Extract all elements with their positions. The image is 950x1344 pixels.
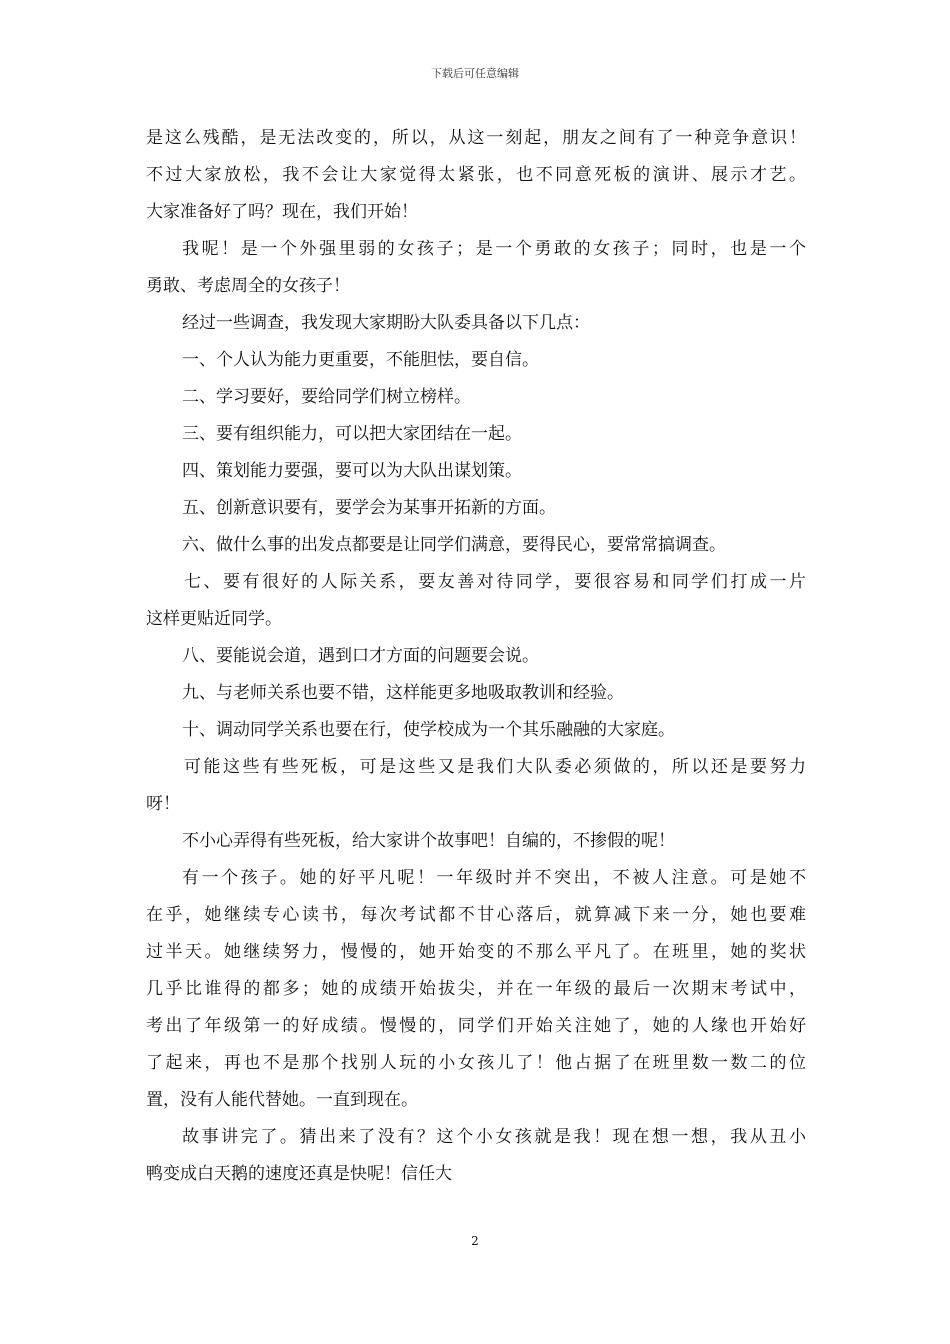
text-line: 几乎比谁得的都多；她的成绩开始拔尖，并在一年级的最后一次期末考试中， (146, 979, 806, 999)
text-line: 一、个人认为能力更重要，不能胆怯，要自信。 (182, 350, 539, 370)
text-line: 八、要能说会道，遇到口才方面的问题要会说。 (182, 646, 539, 666)
text-line: 这样更贴近同学。 (146, 609, 282, 629)
text-line: 呀！ (146, 794, 180, 814)
text-line: 我呢！是一个外强里弱的女孩子；是一个勇敢的女孩子；同时，也是一个 (182, 239, 806, 259)
text-line: 不过大家放松，我不会让大家觉得太紧张，也不同意死板的演讲、展示才艺。 (146, 165, 806, 185)
text-line: 大家准备好了吗？现在，我们开始！ (146, 202, 418, 222)
text-line: 五、创新意识要有，要学会为某事开拓新的方面。 (182, 498, 556, 518)
text-line: 四、策划能力要强，要可以为大队出谋划策。 (182, 461, 522, 481)
text-line: 可能这些有些死板，可是这些又是我们大队委必须做的，所以还是要努力 (184, 757, 806, 777)
text-line: 十、调动同学关系也要在行，使学校成为一个其乐融融的大家庭。 (182, 720, 675, 740)
text-line: 七、要有很好的人际关系，要友善对待同学，要很容易和同学们打成一片 (184, 572, 806, 592)
text-line: 勇敢、考虑周全的女孩子！ (146, 276, 350, 296)
text-line: 在乎，她继续专心读书，每次考试都不甘心落后，就算减下来一分，她也要难 (146, 905, 806, 925)
page-number: 2 (471, 1234, 479, 1248)
text-line: 九、与老师关系也要不错，这样能更多地吸取教训和经验。 (182, 683, 624, 703)
text-line: 三、要有组织能力，可以把大家团结在一起。 (182, 424, 522, 444)
text-line: 是这么残酷，是无法改变的，所以，从这一刻起，朋友之间有了一种竞争意识！ (146, 128, 806, 148)
text-line: 有一个孩子。她的好平凡呢！一年级时并不突出，不被人注意。可是她不 (182, 868, 806, 888)
text-line: 经过一些调查，我发现大家期盼大队委具备以下几点： (182, 313, 590, 333)
document-body (146, 120, 806, 1193)
text-line: 六、做什么事的出发点都要是让同学们满意，要得民心，要常常搞调查。 (182, 535, 726, 555)
page-header: 下载后可任意编辑 (431, 67, 519, 80)
text-line: 鸭变成白天鹅的速度还真是快呢！信任大 (146, 1164, 452, 1184)
text-line: 考出了年级第一的好成绩。慢慢的，同学们开始关注她了，她的人缘也开始好 (146, 1016, 806, 1036)
text-line: 置，没有人能代替她。一直到现在。 (146, 1090, 418, 1110)
text-line: 故事讲完了。猜出来了没有？这个小女孩就是我！现在想一想，我从丑小 (182, 1127, 806, 1147)
text-line: 了起来，再也不是那个找别人玩的小女孩儿了！他占据了在班里数一数二的位 (146, 1053, 806, 1073)
text-line: 不小心弄得有些死板，给大家讲个故事吧！自编的，不掺假的呢！ (182, 831, 675, 851)
text-line: 二、学习要好，要给同学们树立榜样。 (182, 387, 471, 407)
text-line: 过半天。她继续努力，慢慢的，她开始变的不那么平凡了。在班里，她的奖状 (146, 942, 806, 962)
